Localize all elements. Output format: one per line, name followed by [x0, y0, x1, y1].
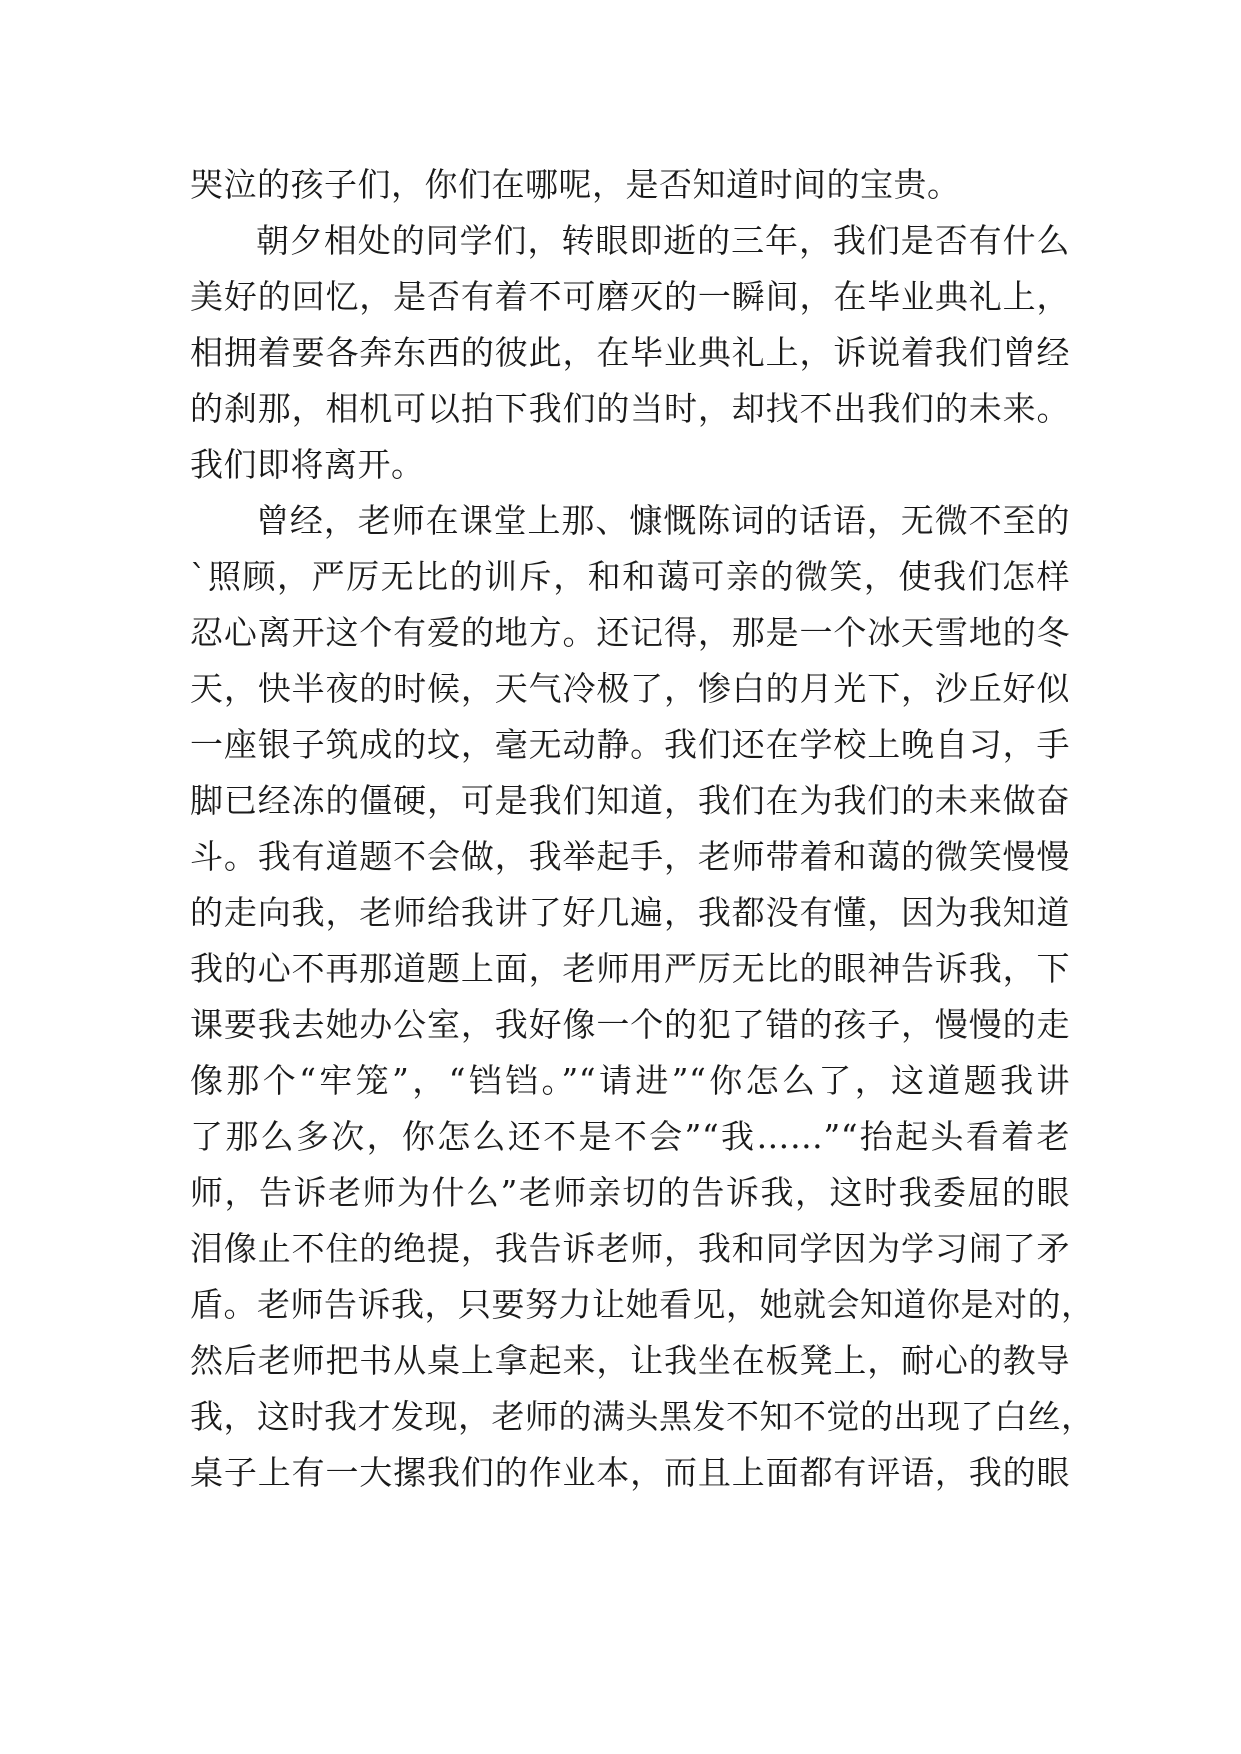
text-line: `照顾，严厉无比的训斥，和和蔼可亲的微笑，使我们怎样 — [190, 557, 1070, 596]
paragraph-start-line: 朝夕相处的同学们，转眼即逝的三年，我们是否有什么 — [256, 221, 1070, 260]
text-line: 我，这时我才发现，老师的满头黑发不知不觉的出现了白丝， — [190, 1397, 1095, 1436]
text-line: 然后老师把书从桌上拿起来，让我坐在板凳上，耐心的教导 — [190, 1341, 1070, 1380]
text-line: 师，告诉老师为什么”老师亲切的告诉我，这时我委屈的眼 — [190, 1173, 1070, 1212]
text-line: 泪像止不住的绝提，我告诉老师，我和同学因为学习闹了矛 — [190, 1229, 1070, 1268]
text-line: 像那个“牢笼”，“铛铛。”“请进”“你怎么了，这道题我讲 — [190, 1061, 1070, 1100]
text-line: 课要我去她办公室，我好像一个的犯了错的孩子，慢慢的走 — [190, 1005, 1070, 1044]
text-line: 桌子上有一大摞我们的作业本，而且上面都有评语，我的眼 — [190, 1453, 1070, 1492]
text-line: 忍心离开这个有爱的地方。还记得，那是一个冰天雪地的冬 — [190, 613, 1070, 652]
text-line: 一座银子筑成的坟，毫无动静。我们还在学校上晚自习，手 — [190, 725, 1070, 764]
text-line: 哭泣的孩子们，你们在哪呢，是否知道时间的宝贵。 — [190, 165, 961, 204]
body-text — [190, 157, 1095, 1501]
text-line: 美好的回忆，是否有着不可磨灭的一瞬间，在毕业典礼上， — [190, 277, 1070, 316]
text-line: 斗。我有道题不会做，我举起手，老师带着和蔼的微笑慢慢 — [190, 837, 1070, 876]
paragraph-start-line: 曾经，老师在课堂上那、慷慨陈词的话语，无微不至的 — [256, 501, 1070, 540]
text-line: 我的心不再那道题上面，老师用严厉无比的眼神告诉我，下 — [190, 949, 1070, 988]
text-line: 的刹那，相机可以拍下我们的当时，却找不出我们的未来。 — [190, 389, 1070, 428]
text-line: 天，快半夜的时候，天气冷极了，惨白的月光下，沙丘好似 — [190, 669, 1070, 708]
text-line: 了那么多次，你怎么还不是不会”“我……”“抬起头看着老 — [190, 1117, 1070, 1156]
text-line: 脚已经冻的僵硬，可是我们知道，我们在为我们的未来做奋 — [190, 781, 1070, 820]
text-line: 的走向我，老师给我讲了好几遍，我都没有懂，因为我知道 — [190, 893, 1070, 932]
text-line: 相拥着要各奔东西的彼此，在毕业典礼上，诉说着我们曾经 — [190, 333, 1070, 372]
text-line: 我们即将离开。 — [190, 445, 425, 484]
text-line: 盾。老师告诉我，只要努力让她看见，她就会知道你是对的， — [190, 1285, 1095, 1324]
